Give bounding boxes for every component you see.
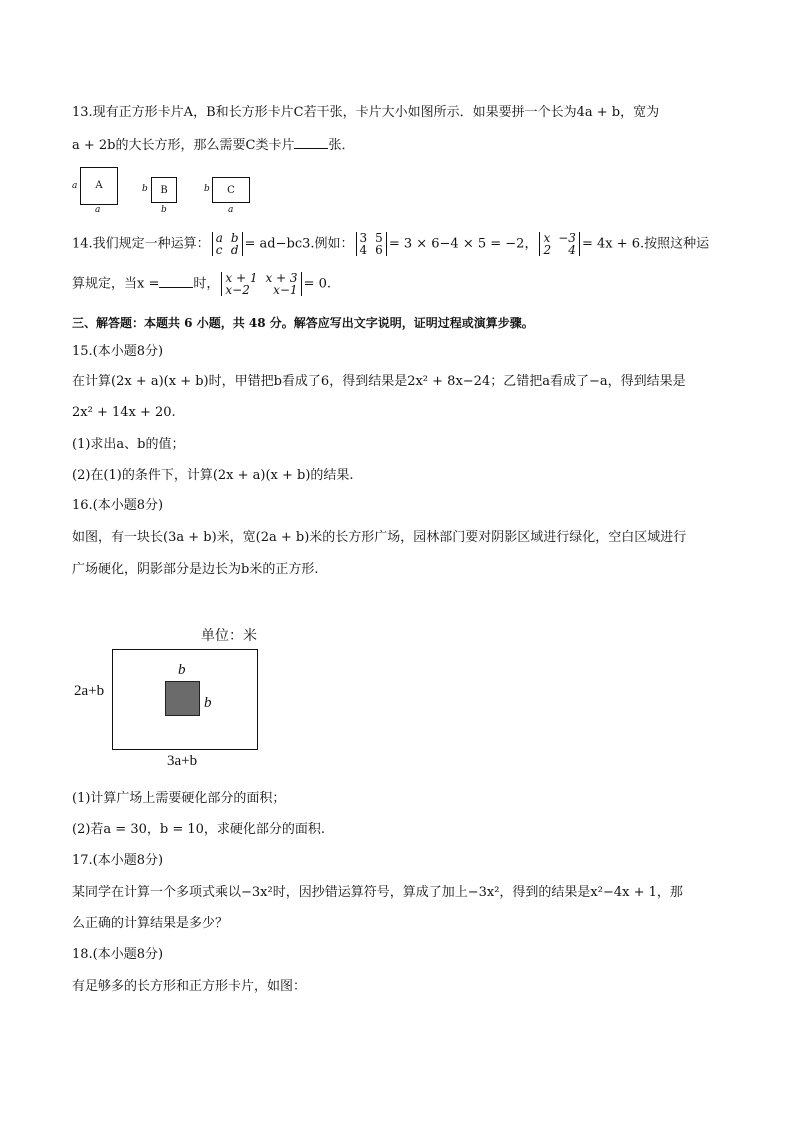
section-3-heading: 三、解答题：本题共 6 小题，共 48 分。解答应写出文字说明，证明过程或演算步骤。 xyxy=(72,316,534,330)
q16-header: 16.(本小题8分) xyxy=(72,498,164,513)
q17-header: 17.(本小题8分) xyxy=(72,853,164,868)
shaded-square xyxy=(165,681,200,716)
card-b-label: B xyxy=(160,185,168,196)
q16-line1: 如图，有一块长(3a + b)米，宽(2a + b)米的长方形广场，园林部门要对阴影区域进行绿化，空白区域进行 xyxy=(72,530,687,545)
q16-sub2: (2)若a = 30，b = 10，求硬化部分的面积. xyxy=(72,822,326,837)
card-a-side-label: a xyxy=(72,181,78,191)
card-c-label: C xyxy=(227,185,235,196)
q14-line1 xyxy=(72,232,709,256)
q14-ex1-result: = 3 × 6−4 × 5 = −2， xyxy=(388,236,538,252)
card-b-side-label: b xyxy=(142,184,148,194)
q13-line1: 13.现有正方形卡片A，B和长方形卡片C若干张，卡片大小如图所示．如果要拼一个长为4a + b，宽为 xyxy=(72,105,660,120)
bottom-dimension-label: 3a+b xyxy=(167,753,198,769)
card-b xyxy=(151,177,177,203)
card-c xyxy=(212,177,250,203)
inner-top-label: b xyxy=(178,662,186,678)
q15-line1: 在计算(2x + a)(x + b)时，甲错把b看成了6，得到结果是2x² + 8x−24；乙错把a看成了−a，得到结果是 xyxy=(72,374,686,389)
q14-line2-mid: 时， xyxy=(193,276,220,292)
answer-blank xyxy=(159,275,193,288)
q17-line2: 么正确的计算结果是多少？ xyxy=(72,916,229,931)
q13-line2-post: 张． xyxy=(328,138,355,153)
q14-line2-post: = 0. xyxy=(303,276,331,292)
card-c-bottom-label: a xyxy=(228,205,234,215)
q14-line2-pre: 算规定，当x = xyxy=(72,276,160,292)
card-a-label: A xyxy=(95,180,103,191)
q18-header: 18.(本小题8分) xyxy=(72,947,164,962)
q14-line2 xyxy=(72,272,331,296)
determinant-question: x + 1 x + 3 x−2 x−1 xyxy=(221,272,301,296)
card-c-side-label: b xyxy=(204,184,210,194)
unit-label: 单位：米 xyxy=(201,629,257,644)
card-a-bottom-label: a xyxy=(95,205,101,215)
answer-blank xyxy=(294,136,328,149)
determinant-example-1: 3 5 4 6 xyxy=(356,232,387,256)
q15-sub2: (2)在(1)的条件下，计算(2x + a)(x + b)的结果. xyxy=(72,468,354,483)
q14-ex2-result: = 4x + 6.按照这种运 xyxy=(581,236,710,252)
determinant-definition: a b c d xyxy=(212,232,243,256)
card-b-bottom-label: b xyxy=(161,205,167,215)
q15-sub1: (1)求出a、b的值； xyxy=(72,437,185,452)
inner-right-label: b xyxy=(204,695,212,711)
q17-line1: 某同学在计算一个多项式乘以−3x²时，因抄错运算符号，算成了加上−3x²，得到的结果是x²−4x + 1，那 xyxy=(72,885,683,900)
left-dimension-label: 2a+b xyxy=(74,683,105,699)
q13-line2 xyxy=(72,136,354,155)
determinant-example-2: x −3 2 4 xyxy=(539,232,579,256)
q15-line2: 2x² + 14x + 20. xyxy=(72,405,176,420)
q14-def-mid: = ad−bc3.例如： xyxy=(244,236,354,252)
q16-sub1: (1)计算广场上需要硬化部分的面积； xyxy=(72,791,286,806)
q13-line2-pre: a + 2b的大长方形，那么需要C类卡片 xyxy=(72,138,295,153)
card-a xyxy=(80,167,118,205)
q15-header: 15.(本小题8分) xyxy=(72,344,164,359)
q16-line2: 广场硬化，阴影部分是边长为b米的正方形. xyxy=(72,562,319,577)
q18-line1: 有足够多的长方形和正方形卡片，如图： xyxy=(72,979,307,994)
q14-pre: 14.我们规定一种运算： xyxy=(72,236,210,252)
